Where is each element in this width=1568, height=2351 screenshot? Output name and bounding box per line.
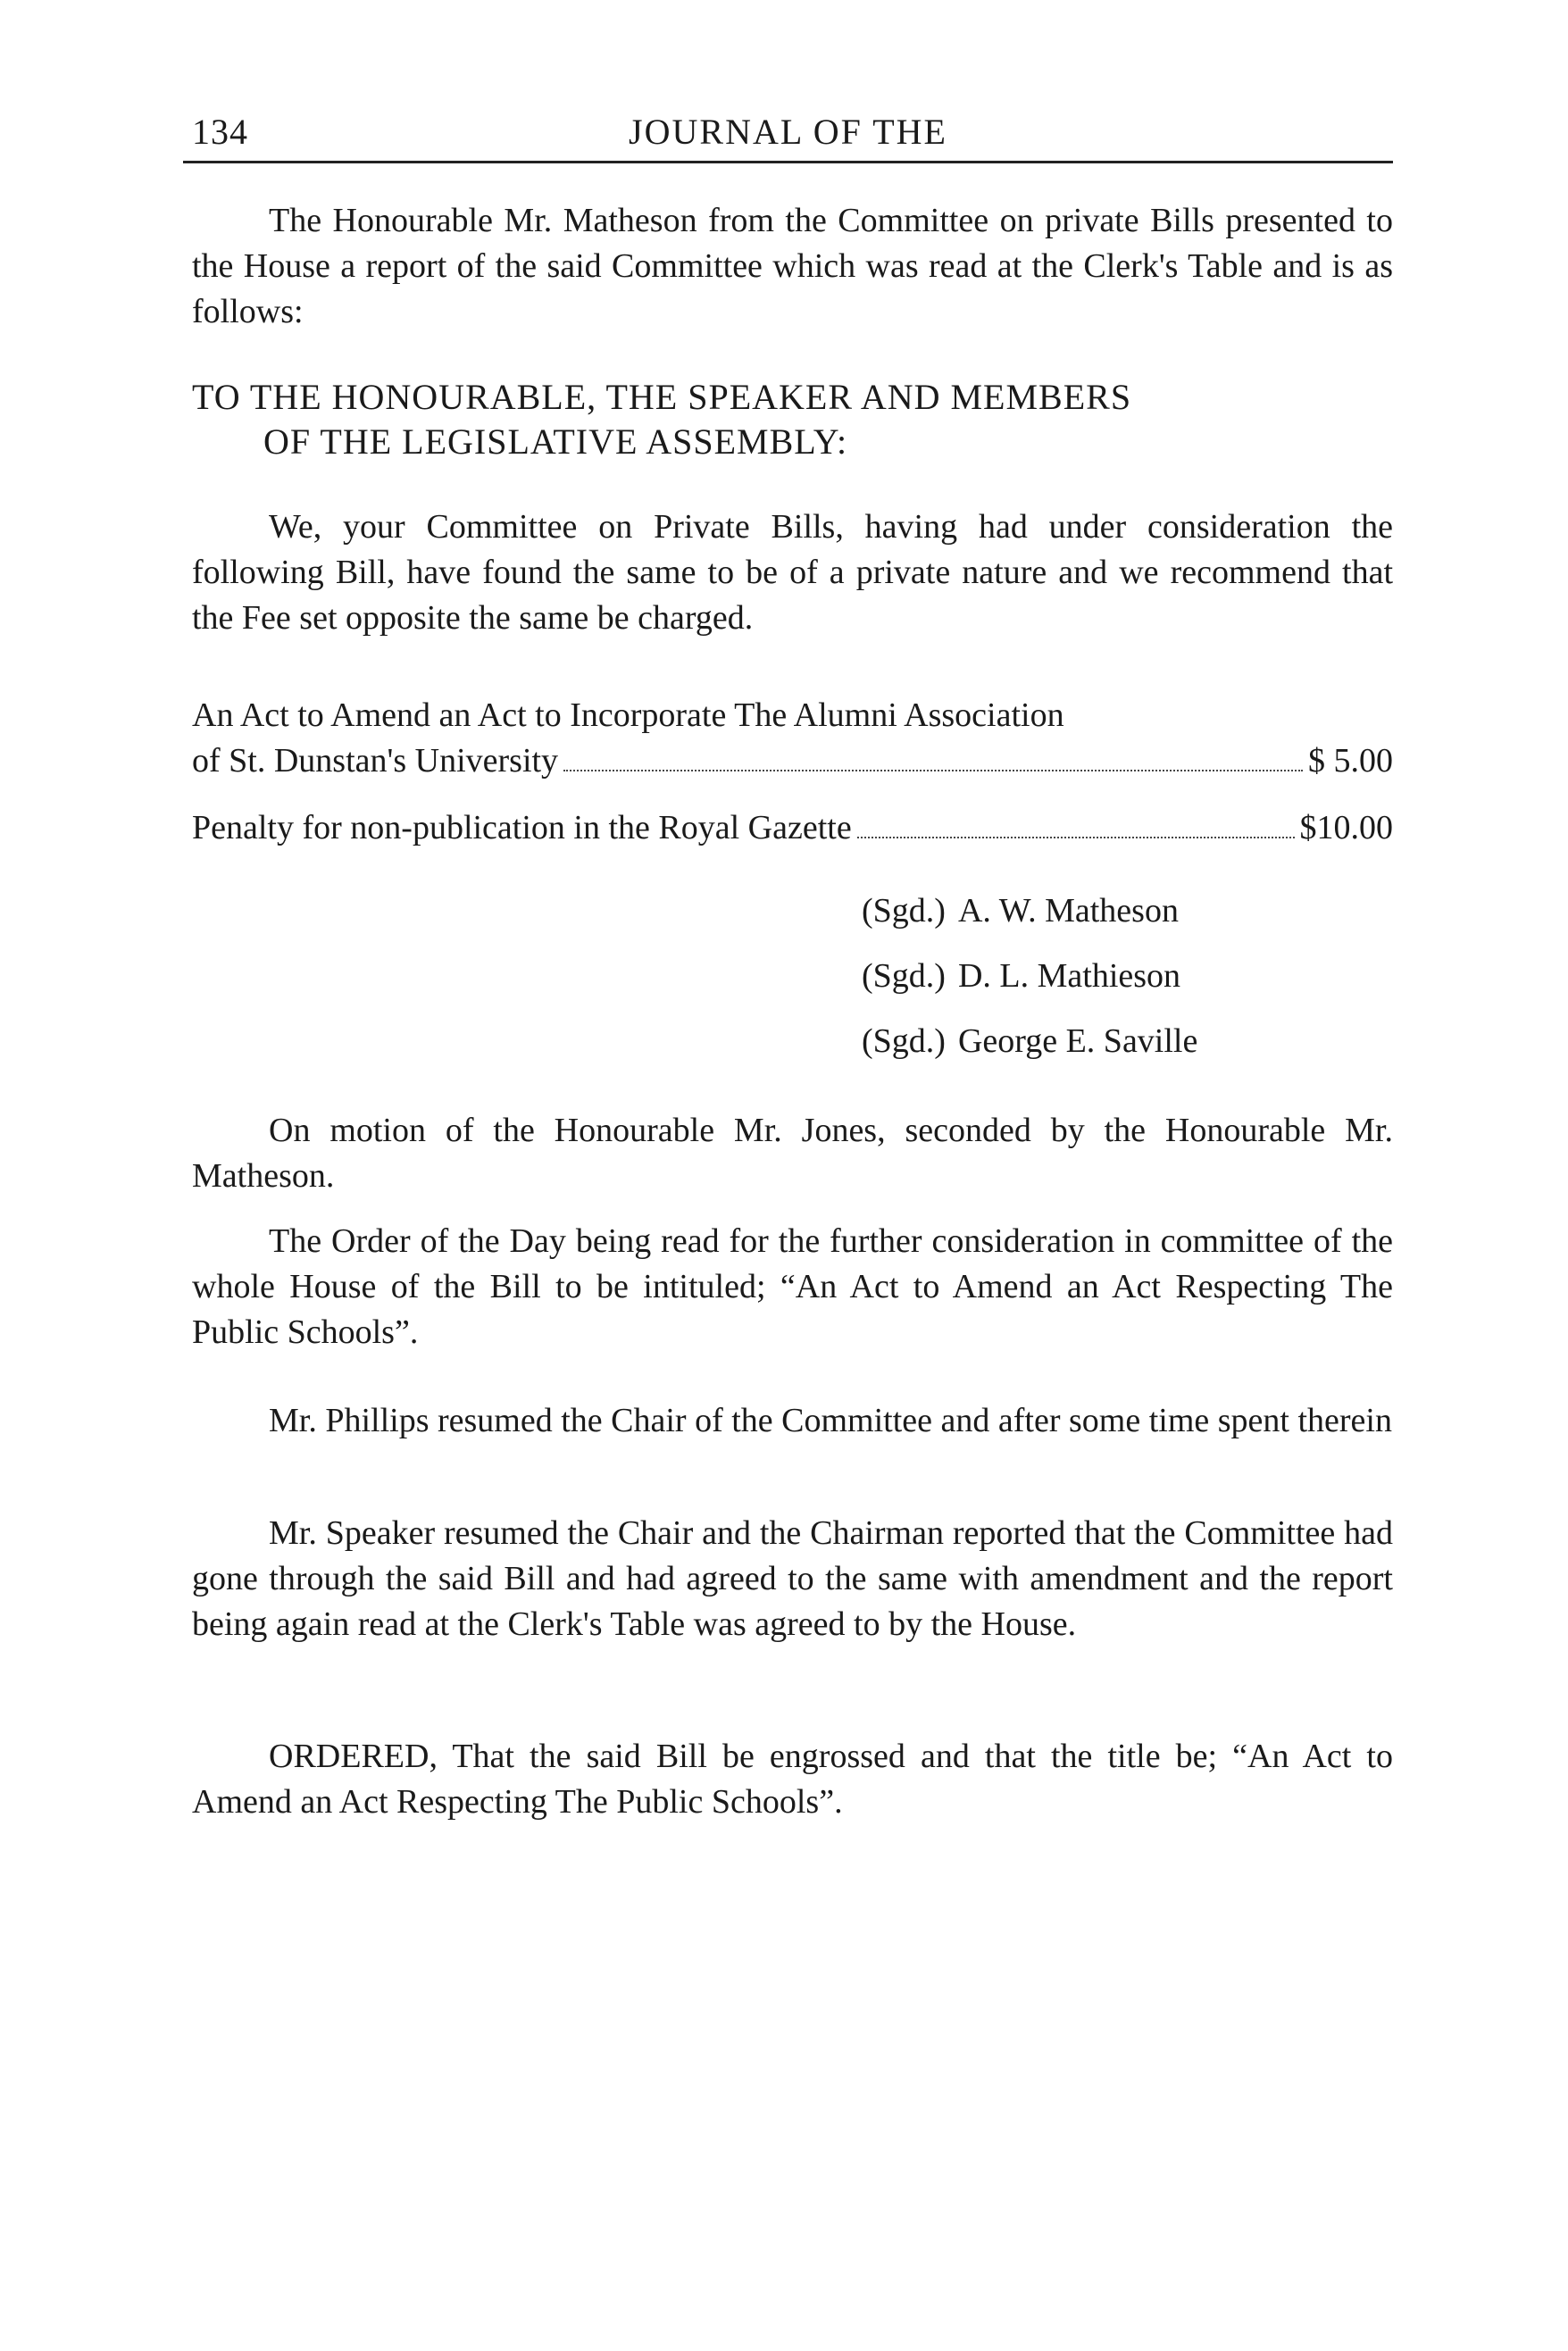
signature-name: D. L. Mathieson xyxy=(957,957,1181,995)
signature-line xyxy=(862,954,1180,999)
fee-penalty-description: Penalty for non-publication in the Royal Gazette xyxy=(192,809,852,846)
page-header xyxy=(183,107,1393,163)
signature-name: George E. Saville xyxy=(957,1022,1198,1060)
intro-paragraph: The Honourable Mr. Matheson from the Committee on private Bills presented to the House a report of the said Committee which was read at the Clerk's Table and is as follows: xyxy=(192,202,1393,330)
signature-prefix: (Sgd.) xyxy=(862,1022,946,1060)
fee-bill-row xyxy=(192,738,1393,784)
fee-bill-amount: $ 5.00 xyxy=(1308,742,1393,779)
ordered-paragraph: ORDERED, That the said Bill be engrossed and that the title be; “An Act to Amend an Act Respecting The Public Schools”. xyxy=(192,1738,1393,1821)
order-of-day-paragraph: The Order of the Day being read for the further consideration in committee of the whole House of the Bill to be intituled; “An Act to Amend an Act Respecting The Public Schools”. xyxy=(192,1222,1393,1351)
speaker-paragraph: Mr. Speaker resumed the Chair and the Chairman reported that the Committee had gone through the said Bill and had agreed to the same with amendment and the report being again read at the Clerk's Table was agreed to by the House. xyxy=(192,1514,1393,1643)
leader-dots xyxy=(563,770,1303,771)
signature-line xyxy=(862,1019,1197,1064)
signature-prefix: (Sgd.) xyxy=(862,892,946,930)
signature-name: A. W. Matheson xyxy=(957,892,1179,930)
fee-bill-description: An Act to Amend an Act to Incorporate The Alumni Association xyxy=(192,696,1064,734)
fee-penalty-item xyxy=(192,805,1393,851)
address-line-1: TO THE HONOURABLE, THE SPEAKER AND MEMBERS xyxy=(192,377,1132,417)
signature-line xyxy=(862,888,1179,934)
signature-prefix: (Sgd.) xyxy=(862,957,946,995)
page-number: 134 xyxy=(192,112,248,152)
chair-paragraph: Mr. Phillips resumed the Chair of the Committee and after some time spent therein xyxy=(269,1402,1392,1439)
leader-dots xyxy=(857,837,1295,838)
fee-penalty-row xyxy=(192,805,1393,851)
address-heading xyxy=(192,375,1393,464)
fee-bill-item xyxy=(192,693,1393,784)
fee-penalty-amount: $10.00 xyxy=(1299,809,1393,846)
fee-bill-description-cont: of St. Dunstan's University xyxy=(192,742,559,779)
address-line-2: OF THE LEGISLATIVE ASSEMBLY: xyxy=(263,421,848,462)
motion-paragraph: On motion of the Honourable Mr. Jones, seconded by the Honourable Mr. Matheson. xyxy=(192,1112,1393,1195)
report-paragraph: We, your Committee on Private Bills, having had under consideration the following Bill, have found the same to be of a private nature and we recommend that the Fee set opposite the same be charged. xyxy=(192,508,1393,637)
running-head: JOURNAL OF THE xyxy=(629,112,947,152)
